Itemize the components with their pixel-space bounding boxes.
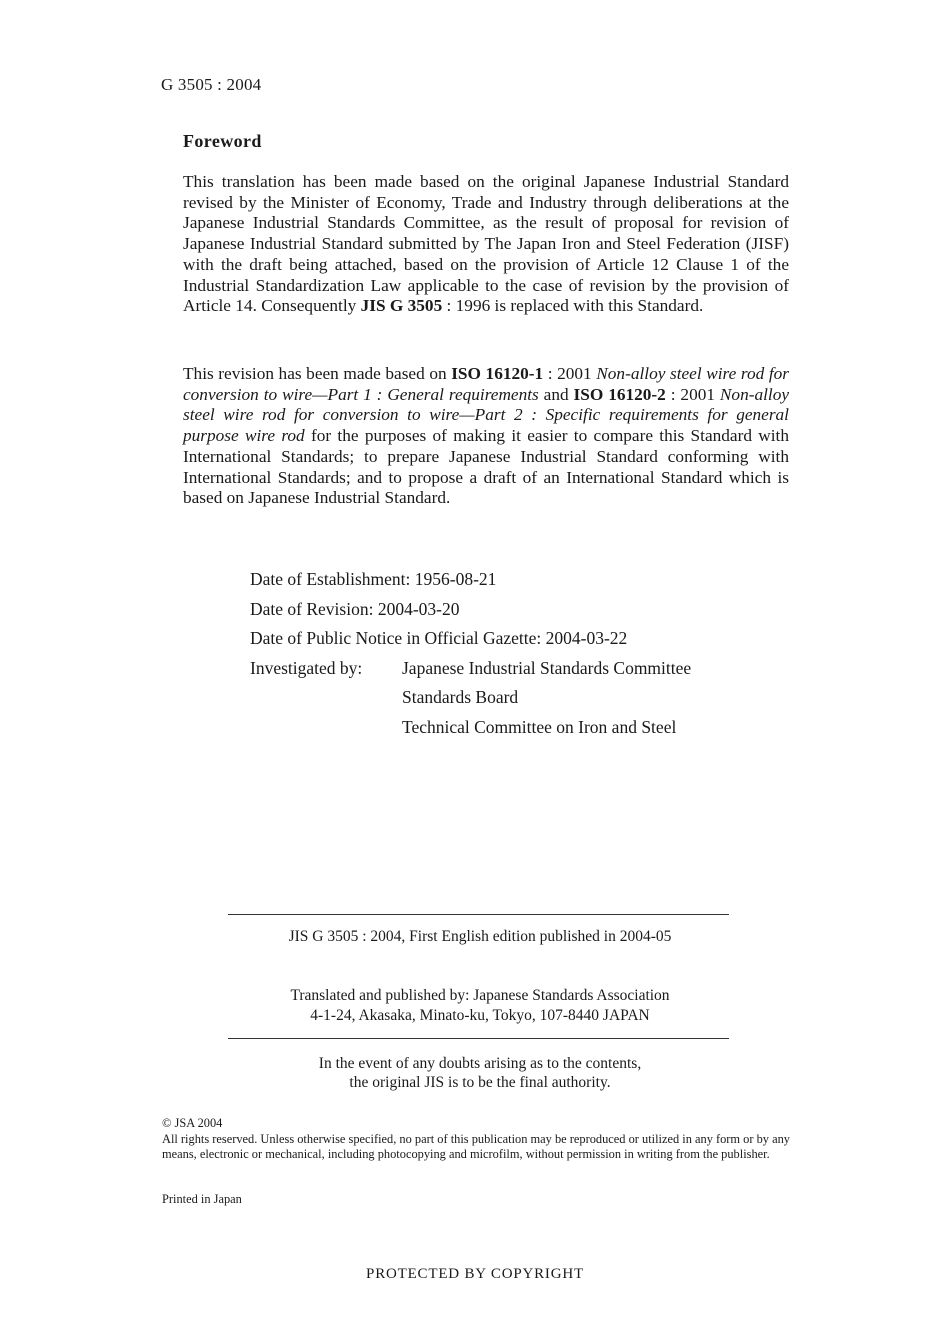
- divider-bottom: [228, 1038, 729, 1039]
- iso-title-1: Non-alloy steel wire rod for conversion to wire—Part 1 : General requirements: [183, 364, 789, 404]
- para2-text-a: This revision has been made based on: [183, 364, 452, 383]
- investigator-technical-committee: Technical Committee on Iron and Steel: [402, 716, 677, 737]
- date-public-notice: Date of Public Notice in Official Gazette: 2004-03-22: [250, 628, 628, 648]
- para2-text-e: for the purposes of making it easier to compare this Standard with International Standards; to prepare Japanese Industrial Standard conforming with International Standards; and to propose a draft of an International Standard which is based on Japanese Industrial Standard.: [183, 426, 789, 508]
- copyright-notice: All rights reserved. Unless otherwise specified, no part of this publication may be reproduced or utilized in any form or by any means, electronic or mechanical, including photocopying and microfilm, without permission in writing from the publisher.: [162, 1131, 790, 1161]
- para2-text-c: and: [538, 384, 574, 404]
- foreword-paragraph-2: [183, 364, 789, 509]
- protected-footer: PROTECTED BY COPYRIGHT: [366, 1266, 584, 1282]
- edition-line: JIS G 3505 : 2004, First English edition published in 2004-05: [288, 928, 672, 945]
- investigated-label: Investigated by:: [250, 657, 363, 678]
- publisher-block: [160, 986, 800, 1026]
- para1-text-a: This translation has been made based on the original Japanese Industrial Standard revised by the Minister of Economy, Trade and Industry through deliberations at the Japanese Industrial Standards Committee, as the result of proposal for revision of Japanese Industrial Standard submitted by The Japan Iron and Steel Federation (JISF) with the draft being attached, based on the provision of Article 12 Clause 1 of the Industrial Standardization Law applicable to the case of revision by the provision of Article 14. Consequently: [183, 172, 789, 316]
- authority-line-1: In the event of any doubts arising as to the contents,: [318, 1055, 642, 1072]
- authority-line-2: the original JIS is to be the final authority.: [349, 1074, 611, 1091]
- dates-block: [250, 565, 691, 742]
- date-revision: Date of Revision: 2004-03-20: [250, 598, 460, 619]
- printed-in: Printed in Japan: [162, 1192, 242, 1206]
- investigated-list: [402, 654, 691, 743]
- publisher-line: Translated and published by: Japanese Standards Association: [290, 987, 670, 1004]
- document-code: G 3505 : 2004: [161, 75, 262, 94]
- para1-text-b: : 1996 is replaced with this Standard.: [442, 296, 704, 316]
- iso-title-2: Non-alloy steel wire rod for conversion to wire—Part 2 : Specific requirements for general purpose wire rod: [183, 384, 790, 446]
- date-establishment: Date of Establishment: 1956-08-21: [250, 569, 497, 589]
- investigator-committee: Japanese Industrial Standards Committee: [402, 657, 692, 678]
- iso-reference-2: ISO 16120-2: [573, 384, 666, 404]
- publisher-address: 4-1-24, Akasaka, Minato-ku, Tokyo, 107-8440 JAPAN: [310, 1007, 650, 1024]
- para2-text-b: : 2001: [543, 364, 597, 383]
- foreword-heading: Foreword: [183, 131, 262, 151]
- para2-text-d: : 2001: [665, 384, 720, 404]
- investigated-by: [250, 654, 691, 743]
- divider-top: [228, 914, 729, 915]
- copyright-block: [162, 1116, 792, 1163]
- authority-notice: [160, 1054, 800, 1092]
- investigator-board: Standards Board: [402, 687, 519, 707]
- copyright-symbol-line: © JSA 2004: [162, 1116, 223, 1130]
- jis-reference: JIS G 3505: [360, 296, 443, 316]
- foreword-paragraph-1: [183, 172, 789, 317]
- iso-reference-1: ISO 16120-1: [451, 364, 544, 383]
